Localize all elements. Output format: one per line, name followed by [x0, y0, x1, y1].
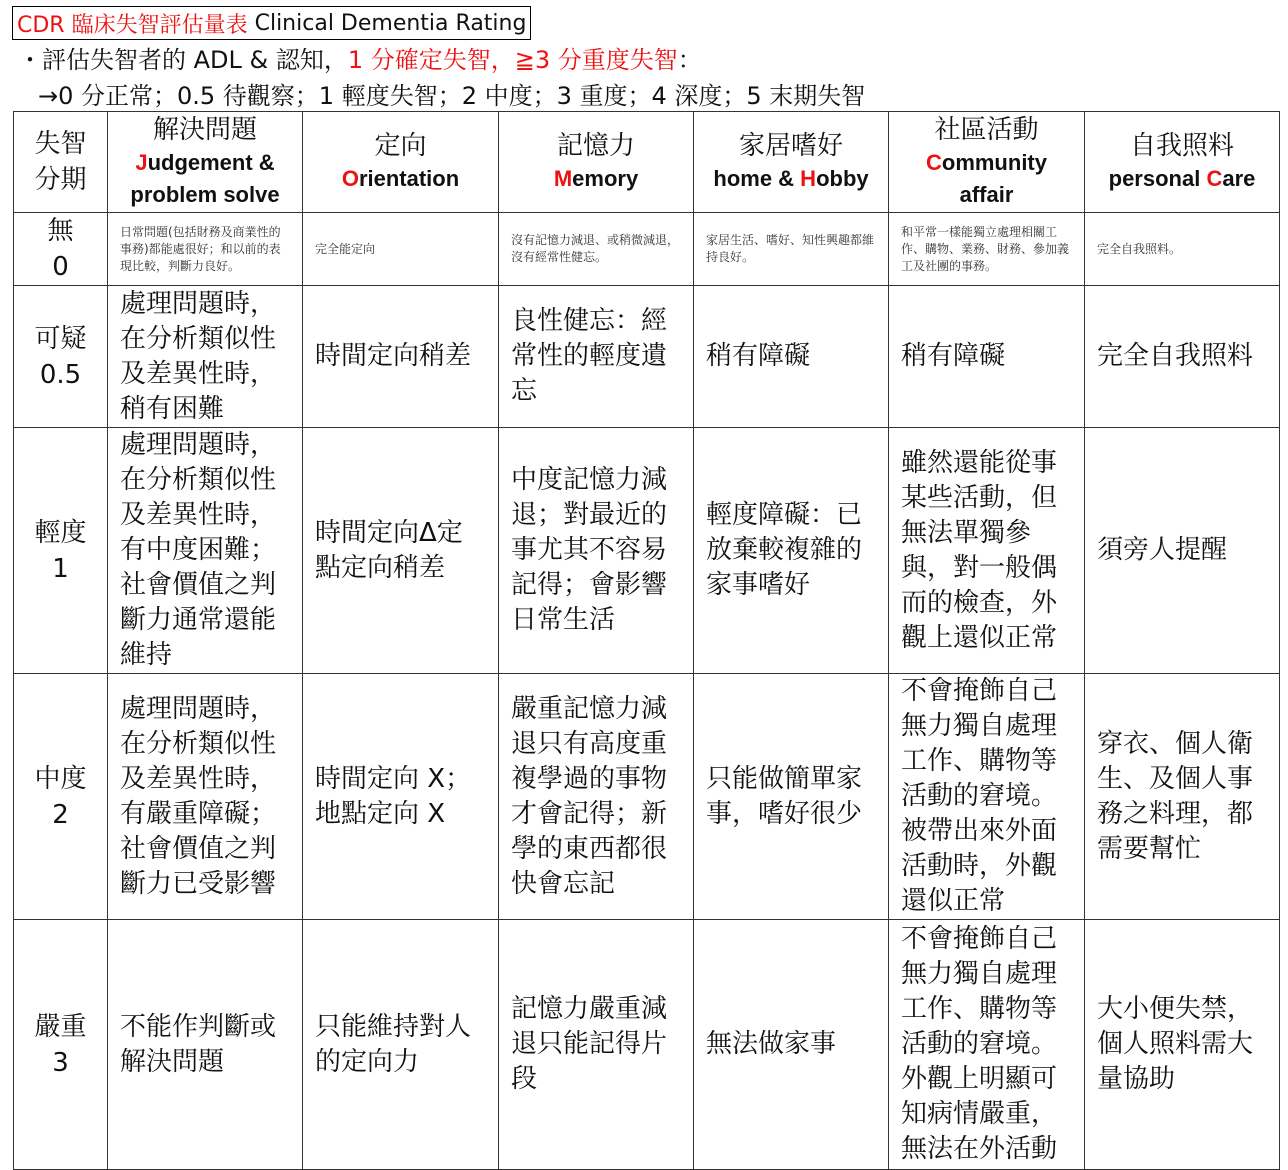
table-row-stage-2	[14, 674, 1280, 920]
header-community-en: Community	[925, 150, 1047, 175]
header-care-en: personal Care	[1108, 166, 1256, 191]
header-orientation	[303, 112, 499, 213]
table-row-stage-0-5	[14, 286, 1280, 428]
title-chinese: CDR 臨床失智評估量表	[17, 12, 248, 38]
care-cell: 須旁人提醒	[1085, 428, 1280, 674]
community-cell: 稍有障礙	[889, 286, 1085, 428]
intro-line-2: →0 分正常；0.5 待觀察；1 輕度失智；2 中度；3 重度；4 深度；5 末期失智	[38, 82, 866, 110]
hobby-cell: 只能做簡單家事，嗜好很少	[694, 674, 889, 920]
stage-name: 嚴重	[34, 1011, 87, 1042]
header-judgement	[108, 112, 303, 213]
memory-cell: 記憶力嚴重減退只能記得片段	[499, 920, 694, 1170]
orientation-cell: 只能維持對人的定向力	[303, 920, 499, 1170]
judgement-cell: 處理問題時，在分析類似性及差異性時，有中度困難；社會價值之判斷力通常還能維持	[108, 428, 303, 674]
header-memory-en: Memory	[553, 166, 639, 191]
hobby-cell: 稍有障礙	[694, 286, 889, 428]
intro-line-1-highlight: 1 分確定失智，≧3 分重度失智	[347, 46, 678, 74]
header-hobby-en: home & Hobby	[713, 166, 869, 191]
header-judgement-zh: 解決問題	[152, 115, 257, 145]
care-cell: 完全自我照料。	[1085, 213, 1280, 286]
hobby-cell: 家居生活、嗜好、知性興趣都維持良好。	[694, 213, 889, 286]
header-orientation-zh: 定向	[374, 131, 427, 161]
cdr-table	[13, 111, 1280, 1170]
stage-name: 可疑	[34, 323, 87, 354]
header-community-zh: 社區活動	[934, 115, 1039, 145]
judgement-cell: 不能作判斷或解決問題	[108, 920, 303, 1170]
stage-score: 1	[52, 553, 69, 584]
table-row-stage-3	[14, 920, 1280, 1170]
header-hobby-zh: 家居嗜好	[738, 131, 843, 161]
community-cell: 和平常一樣能獨立處理相關工作、購物、業務、財務、參加義工及社團的事務。	[889, 213, 1085, 286]
memory-cell: 中度記憶力減退；對最近的事尤其不容易記得；會影響日常生活	[499, 428, 694, 674]
stage-name: 中度	[34, 763, 87, 794]
memory-cell: 嚴重記憶力減退只有高度重複學過的事物才會記得；新學的東西都很快會忘記	[499, 674, 694, 920]
header-memory-zh: 記憶力	[556, 131, 635, 161]
table-row-stage-1	[14, 428, 1280, 674]
header-judgement-en-line2: problem solve	[130, 182, 280, 207]
stage-score: 2	[52, 799, 69, 830]
community-cell: 不會掩飾自己無力獨自處理工作、購物等活動的窘境。外觀上明顯可知病情嚴重，無法在外活動	[889, 920, 1085, 1170]
header-stage-line2: 分期	[34, 165, 87, 195]
header-judgement-en: Judgement &	[135, 150, 275, 175]
stage-score: 3	[52, 1047, 69, 1078]
memory-cell: 沒有記憶力減退、或稍微減退，沒有經常性健忘。	[499, 213, 694, 286]
header-stage-line1: 失智	[34, 129, 87, 159]
header-orientation-en: Orientation	[341, 166, 460, 191]
intro-line-1-prefix: ・評估失智者的 ADL & 認知，	[18, 46, 348, 74]
header-stage	[14, 112, 108, 213]
document-title	[12, 6, 531, 40]
title-english: Clinical Dementia Rating	[254, 10, 527, 36]
community-cell: 不會掩飾自己無力獨自處理工作、購物等活動的窘境。被帶出來外面活動時，外觀還似正常	[889, 674, 1085, 920]
stage-name: 輕度	[34, 517, 87, 548]
orientation-cell: 時間定向稍差	[303, 286, 499, 428]
memory-cell: 良性健忘：經常性的輕度遺忘	[499, 286, 694, 428]
stage-score: 0	[52, 252, 69, 282]
hobby-cell: 無法做家事	[694, 920, 889, 1170]
community-cell: 雖然還能從事某些活動，但無法單獨參與，對一般偶而的檢查，外觀上還似正常	[889, 428, 1085, 674]
stage-score: 0.5	[39, 359, 82, 390]
stage-cell	[14, 674, 108, 920]
stage-cell	[14, 213, 108, 286]
header-community	[889, 112, 1085, 213]
care-cell: 大小便失禁，個人照料需大量協助	[1085, 920, 1280, 1170]
header-hobby	[694, 112, 889, 213]
header-care	[1085, 112, 1280, 213]
stage-cell	[14, 920, 108, 1170]
judgement-cell: 處理問題時，在分析類似性及差異性時，有嚴重障礙；社會價值之判斷力已受影響	[108, 674, 303, 920]
header-memory	[499, 112, 694, 213]
stage-cell	[14, 428, 108, 674]
header-community-en-line2: affair	[959, 182, 1014, 207]
header-row	[14, 112, 1280, 213]
intro-line-1-suffix: ：	[677, 46, 702, 74]
orientation-cell: 時間定向 X；地點定向 X	[303, 674, 499, 920]
stage-name: 無	[47, 216, 74, 246]
table-row-stage-0	[14, 213, 1280, 286]
hobby-cell: 輕度障礙：已放棄較複雜的家事嗜好	[694, 428, 889, 674]
stage-cell	[14, 286, 108, 428]
care-cell: 穿衣、個人衛生、及個人事務之料理，都需要幫忙	[1085, 674, 1280, 920]
intro-line-1	[18, 40, 702, 75]
judgement-cell: 日常問題(包括財務及商業性的事務)都能處很好；和以前的表現比較，判斷力良好。	[108, 213, 303, 286]
care-cell: 完全自我照料	[1085, 286, 1280, 428]
orientation-cell: 時間定向Δ定點定向稍差	[303, 428, 499, 674]
judgement-cell: 處理問題時，在分析類似性及差異性時，稍有困難	[108, 286, 303, 428]
header-care-zh: 自我照料	[1129, 131, 1234, 161]
orientation-cell: 完全能定向	[303, 213, 499, 286]
